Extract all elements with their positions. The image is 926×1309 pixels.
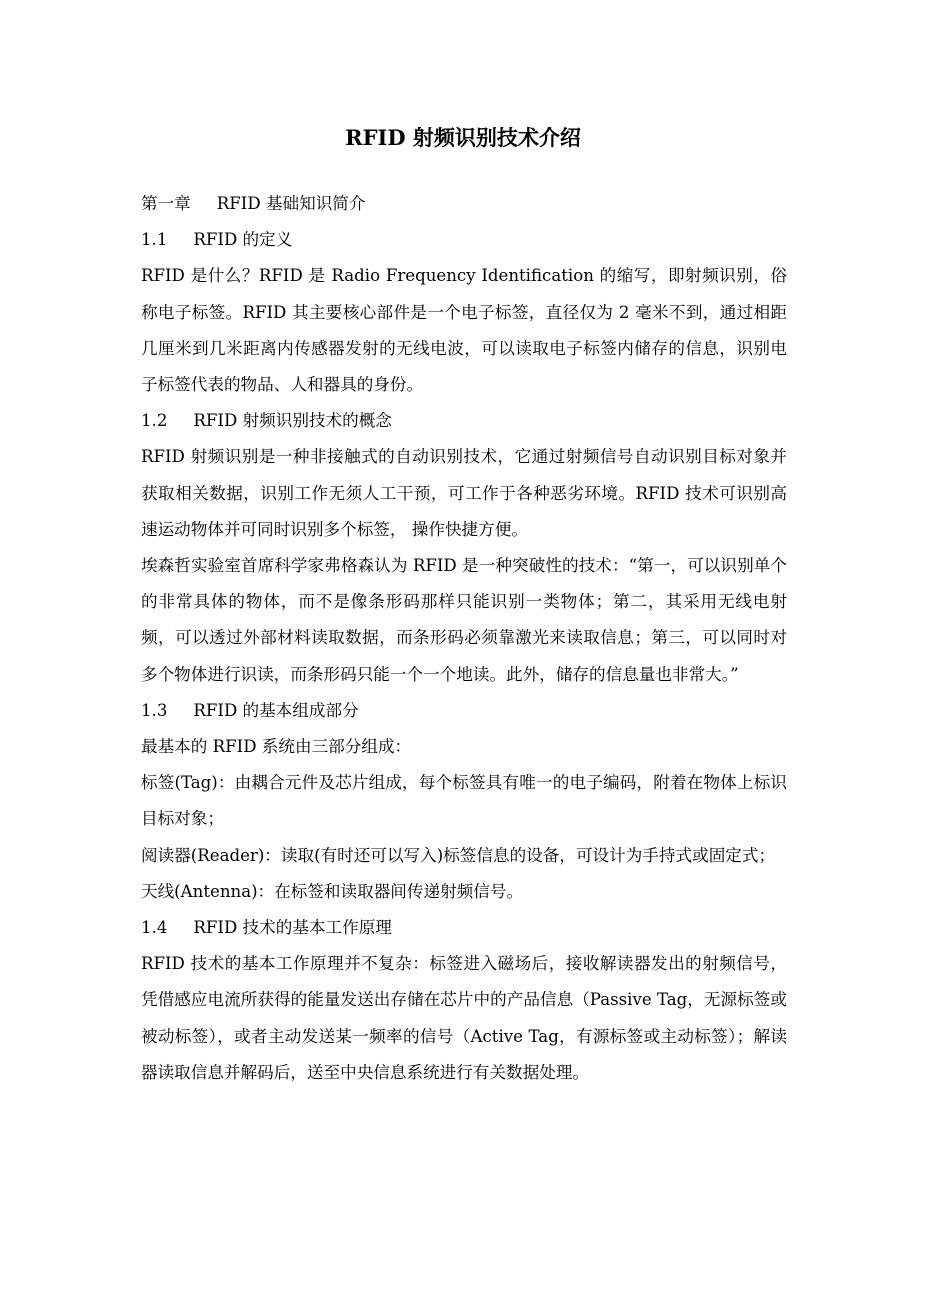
section-number: 1.1: [141, 230, 168, 250]
section-heading-1-1: [141, 222, 787, 258]
section-title: RFID 的基本组成部分: [193, 700, 359, 720]
document-body: [141, 186, 787, 1091]
section-title: RFID 射频识别技术的概念: [193, 411, 392, 431]
paragraph-rfid-concept: RFID 射频识别是一种非接触式的自动识别技术，它通过射频信号自动识别目标对象并获取相关数据，识别工作无须人工干预，可工作于各种恶劣环境。RFID 技术可识别高速运动物体并可同时识别多个标签， 操作快捷方便。: [141, 447, 787, 539]
chapter-heading: [141, 186, 787, 222]
paragraph-system-components: 最基本的 RFID 系统由三部分组成：: [141, 737, 412, 757]
document-title: RFID 射频识别技术介绍: [345, 125, 581, 150]
section-heading-1-2: [141, 403, 787, 439]
section-heading-1-4: [141, 910, 787, 946]
section-number: 1.2: [141, 411, 168, 431]
paragraph-reader: 阅读器(Reader)：读取(有时还可以写入)标签信息的设备，可设计为手持式或固定式；: [141, 845, 776, 865]
paragraph-working-principle: RFID 技术的基本工作原理并不复杂：标签进入磁场后，接收解读器发出的射频信号，凭借感应电流所获得的能量发送出存储在芯片中的产品信息（Passive Tag，无源标签或被动标签），或者主动发送某一频率的信号（Active Tag，有源标签或主动标签）；解读器读取信息并解码后，送至中央信息系统进行有关数据处理。: [141, 954, 787, 1082]
section-number: 1.3: [141, 700, 168, 720]
section-number: 1.4: [141, 918, 168, 938]
paragraph-rfid-definition: RFID 是什么？RFID 是 Radio Frequency Identification 的缩写，即射频识别，俗称电子标签。RFID 其主要核心部件是一个电子标签，直径仅为 2 毫米不到，通过相距几厘米到几米距离内传感器发射的无线电波，可以读取电子标签内储存的信息，识别电子标签代表的物品、人和器具的身份。: [141, 266, 787, 395]
paragraph-accenture-quote: 埃森哲实验室首席科学家弗格森认为 RFID 是一种突破性的技术：“第一，可以识别单个的非常具体的物体，而不是像条形码那样只能识别一类物体；第二，其采用无线电射频，可以透过外部材料读取数据，而条形码必须靠激光来读取信息；第三，可以同时对多个物体进行识读，而条形码只能一个一个地读。此外，储存的信息量也非常大。”: [141, 556, 787, 684]
section-title: RFID 的定义: [193, 230, 293, 250]
chapter-number: 第一章: [141, 194, 191, 213]
paragraph-tag: 标签(Tag)：由耦合元件及芯片组成，每个标签具有唯一的电子编码，附着在物体上标识目标对象；: [141, 773, 787, 829]
section-heading-1-3: [141, 693, 787, 729]
chapter-title: RFID 基础知识简介: [216, 194, 366, 213]
paragraph-antenna: 天线(Antenna)：在标签和读取器间传递射频信号。: [141, 881, 524, 901]
section-title: RFID 技术的基本工作原理: [193, 918, 392, 938]
